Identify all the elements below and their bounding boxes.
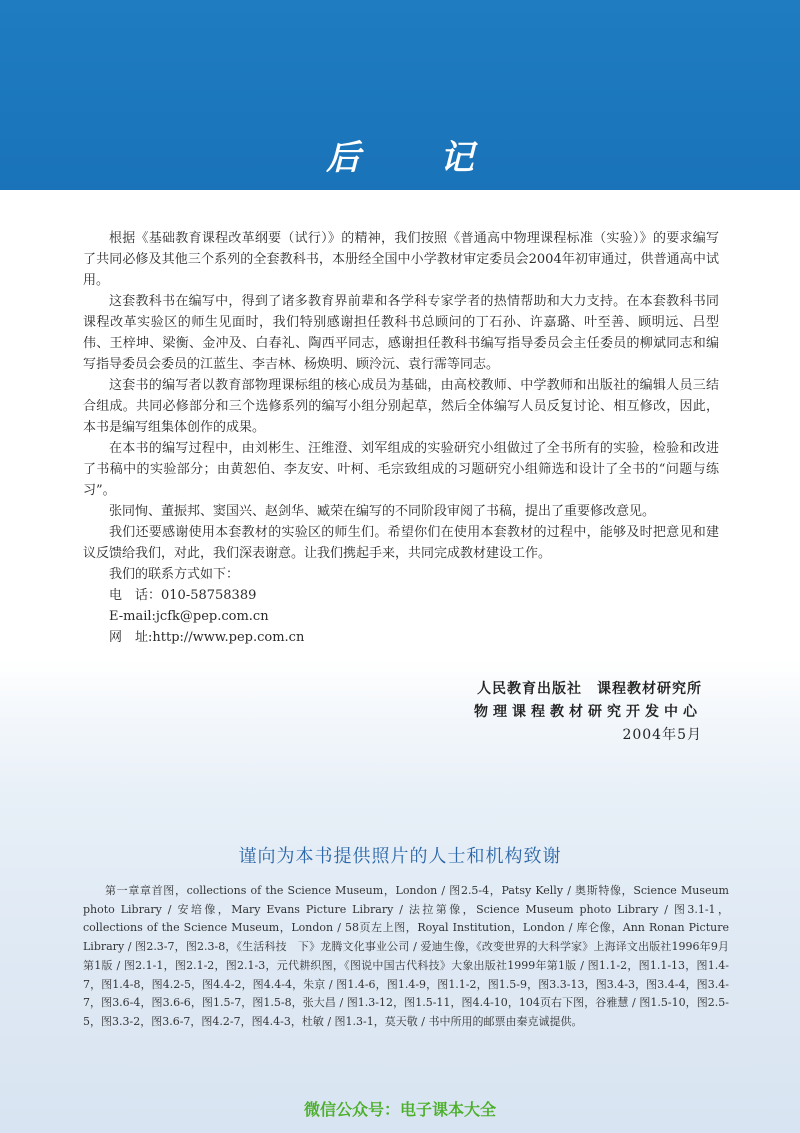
afterword-paragraph: 在本书的编写过程中，由刘彬生、汪维澄、刘军组成的实验研究小组做过了全书所有的实验，检验和改进了书稿中的实验部分；由黄恕伯、李友安、叶柯、毛宗致组成的习题研究小组筛选和设计了全书的“问题与练习”。 bbox=[83, 441, 719, 498]
contact-block bbox=[83, 585, 719, 648]
photo-credits bbox=[83, 882, 729, 1032]
afterword-paragraph: 我们还要感谢使用本套教材的实验区的师生们。希望你们在使用本套教材的过程中，能够及时把意见和建议反馈给我们，对此，我们深表谢意。让我们携起手来，共同完成教材建设工作。 bbox=[83, 525, 719, 561]
signature-block bbox=[474, 678, 702, 747]
contact-email: E-mail:jcfk@pep.com.cn bbox=[109, 609, 269, 624]
acknowledgement-title: 谨向为本书提供照片的人士和机构致谢 bbox=[238, 846, 562, 867]
contact-phone: 电 话：010-58758389 bbox=[109, 588, 257, 603]
page-title: 后 记 bbox=[326, 138, 508, 178]
afterword-paragraph: 这套书的编写者以教育部物理课标组的核心成员为基础，由高校教师、中学教师和出版社的编辑人员三结合组成。共同必修部分和三个选修系列的编写小组分别起草，然后全体编写人员反复讨论、相互修改，因此，本书是编写组集体创作的成果。 bbox=[83, 378, 719, 435]
signature-date: 2004年5月 bbox=[622, 727, 702, 743]
afterword-paragraph: 这套教科书在编写中，得到了诸多教育界前辈和各学科专家学者的热情帮助和大力支持。在本套教科书同课程改革实验区的师生见面时，我们特别感谢担任教科书总顾问的丁石孙、许嘉璐、叶至善、顾明远、吕型伟、王梓坤、梁衡、金冲及、白春礼、陶西平同志，感谢担任教科书编写指导委员会主任委员的柳斌同志和编写指导委员会委员的江蓝生、李吉林、杨焕明、顾泠沅、袁行霈等同志。 bbox=[83, 294, 719, 372]
afterword-body bbox=[83, 228, 719, 648]
contact-website: 网 址:http://www.pep.com.cn bbox=[109, 630, 305, 645]
signature-org-publisher: 人民教育出版社 课程教材研究所 bbox=[477, 681, 702, 697]
afterword-paragraph: 张同恂、董振邦、窦国兴、赵剑华、臧荣在编写的不同阶段审阅了书稿，提出了重要修改意见。 bbox=[109, 504, 656, 519]
contact-intro: 我们的联系方式如下： bbox=[109, 567, 240, 582]
watermark: 微信公众号：电子课本大全 bbox=[303, 1100, 496, 1119]
signature-org-center: 物理课程教材研究开发中心 bbox=[474, 704, 702, 720]
afterword-paragraph: 根据《基础教育课程改革纲要（试行）》的精神，我们按照《普通高中物理课程标准（实验）》的要求编写了共同必修及其他三个系列的全套教科书，本册经全国中小学教材审定委员会2004年初审通过，供普通高中试用。 bbox=[83, 231, 719, 288]
photo-credits-text: 第一章章首图，collections of the Science Museum，London / 图2.5-4，Patsy Kelly / 奥斯特像，Science Museum photo Library / 安培像，Mary Evans Picture Library / 法拉第像，Science Museum photo Library / 图3.1-1，collections of the Science Museum，London / 58页左上图，Royal Institution，London / 库仑像，Ann Ronan Picture Library / 图2.3-7，图2.3-8，《生活科技 下》龙腾文化事业公司 / 爱迪生像，《改变世界的大科学家》上海译文出版社1996年9月第1版 / 图2.1-1，图2.1-2，图2.1-3，元代耕织图，《图说中国古代科技》大象出版社1999年第1版 / 图1.1-2，图1.1-13，图1.4-7，图1.4-8，图4.2-5，图4.4-2，图4.4-4，朱京 / 图1.4-6，图1.4-9，图1.1-2，图1.5-9，图3.3-13，图3.4-3，图3.4-4，图3.4-7，图3.6-4，图3.6-6，图1.5-7，图1.5-8，张大昌 / 图1.3-12，图1.5-11，图4.4-10，104页右下图，谷雅慧 / 图1.5-10，图2.5-5，图3.3-2，图3.6-7，图4.2-7，图4.4-3，杜敏 / 图1.3-1，莫天敬 / 书中所用的邮票由秦克诚提供。 bbox=[83, 884, 729, 1028]
